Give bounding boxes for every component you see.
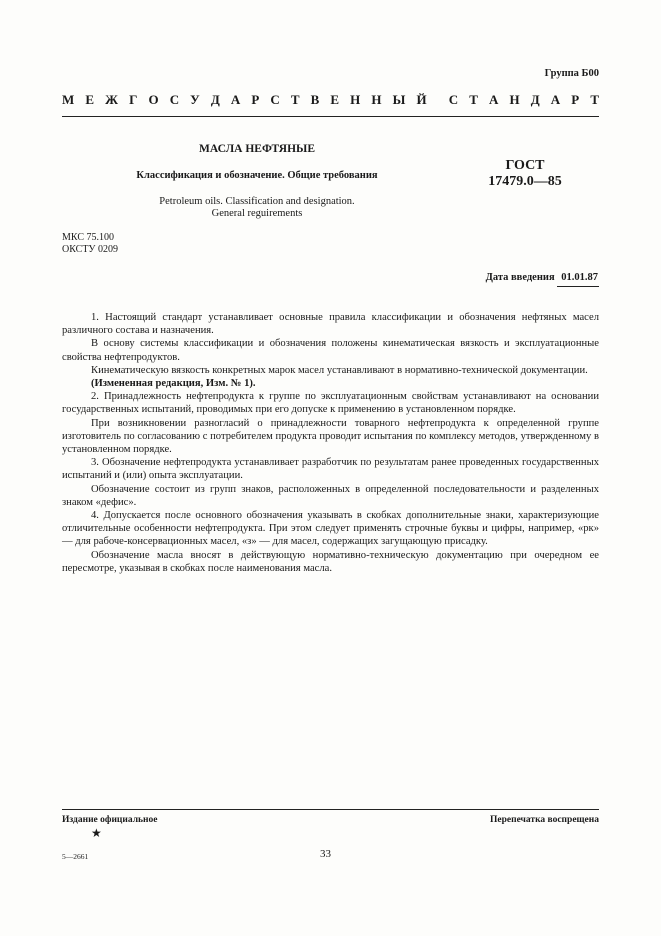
paragraph: (Измененная редакция, Изм. № 1). xyxy=(91,378,256,390)
banner-letter: Й xyxy=(416,92,427,107)
gost-number: 17479.0—85 xyxy=(488,174,562,189)
banner-letter: М xyxy=(62,92,75,107)
paragraph: 1. Настоящий стандарт устанавливает основные правила классификации и обозначения нефтяных масел различного состава и назначения. xyxy=(62,312,599,337)
paragraph: 4. Допускается после основного обозначения указывать в скобках дополнительные знаки, характеризующие отличительные особенности нефтепродукта. При этом следует применять строчные буквы и цифры, например, «рк» — для рабоче-консервационных масел, «з» — для масел, содержащих загущающую присадку. xyxy=(62,510,599,548)
banner-letter: С xyxy=(448,92,459,107)
document-subtitle: Классификация и обозначение. Общие требования xyxy=(136,170,378,181)
page-number: 33 xyxy=(320,848,331,860)
okstu-code: ОКСТУ 0209 xyxy=(62,244,119,255)
banner-letter: А xyxy=(489,92,499,107)
gost-designation xyxy=(470,158,580,190)
banner-letter: Е xyxy=(330,92,340,107)
paragraph: Кинематическую вязкость конкретных марок масел устанавливают в нормативно-технической документации. xyxy=(91,364,588,376)
banner-letter: Т xyxy=(590,92,599,107)
banner-letter: А xyxy=(230,92,241,107)
banner-letter: Д xyxy=(210,92,220,107)
banner-letter: Ж xyxy=(105,92,118,107)
english-title xyxy=(62,196,452,220)
banner-letter: Т xyxy=(290,92,300,107)
banner-letter: Н xyxy=(371,92,382,107)
group-label: Группа Б00 xyxy=(544,68,599,79)
gost-label: ГОСТ xyxy=(505,158,545,173)
banner-letter: Г xyxy=(129,92,138,107)
introduction-date-value: 01.01.87 xyxy=(557,272,599,287)
paragraph: Обозначение состоит из групп знаков, расположенных в определенной последовательности и разделенных знаком «дефис». xyxy=(62,483,599,508)
banner-letter: Д xyxy=(530,92,540,107)
banner-letter: Н xyxy=(350,92,361,107)
paragraph: 3. Обозначение нефтепродукта устанавливает разработчик по результатам ранее проведенных государственных испытаний и (или) опыта эксплуатации. xyxy=(62,457,599,482)
banner-letter: Н xyxy=(509,92,520,107)
official-edition-label: Издание официальное xyxy=(62,815,158,825)
paragraph: 2. Принадлежность нефтепродукта к группе по эксплуатационным свойствам устанавливают на основании государственных испытаний, проводимых при его допуске к применению в установленном порядке. xyxy=(62,391,599,416)
banner-letter: Р xyxy=(571,92,580,107)
body-text xyxy=(62,311,599,575)
banner-letter: Т xyxy=(469,92,478,107)
print-mark: 5—2661 xyxy=(62,852,89,861)
banner-letter: С xyxy=(270,92,280,107)
banner-letter: О xyxy=(148,92,159,107)
paragraph: При возникновении разногласий о принадлежности товарного нефтепродукта к определенной группе изготовитель по согласованию с потребителем продукта проводит испытания по комплексу методов, утвержденному в установленном порядке. xyxy=(62,417,599,456)
banner-letter: Р xyxy=(251,92,260,107)
reprint-prohibited-label: Перепечатка воспрещена xyxy=(489,815,599,825)
banner-letter: А xyxy=(550,92,561,107)
introduction-date xyxy=(486,272,599,283)
paragraph: В основу системы классификации и обозначения положены кинематическая вязкость и эксплуатационные свойства нефтепродуктов. xyxy=(62,338,599,363)
english-title-line-2: General reguirements xyxy=(211,208,303,219)
paragraph: Обозначение масла вносят в действующую нормативно-техническую документацию при очередном ее пересмотре, указывая в скобках после наименования масла. xyxy=(62,549,599,574)
classification-codes xyxy=(62,232,118,256)
bottom-divider xyxy=(62,809,599,810)
document-title: МАСЛА НЕФТЯНЫЕ xyxy=(198,143,315,155)
banner-letter: Ы xyxy=(392,92,406,107)
top-divider xyxy=(62,116,599,117)
banner-letter: С xyxy=(169,92,180,107)
banner-letter: В xyxy=(310,92,320,107)
introduction-date-label: Дата введения xyxy=(485,272,555,283)
banner-letter: Е xyxy=(85,92,95,107)
star-icon: ★ xyxy=(91,826,102,840)
banner-letter: У xyxy=(190,92,200,107)
mks-code: МКС 75.100 xyxy=(62,232,114,243)
standard-banner xyxy=(62,92,599,108)
english-title-line-1: Petroleum oils. Classification and designation. xyxy=(159,196,355,207)
